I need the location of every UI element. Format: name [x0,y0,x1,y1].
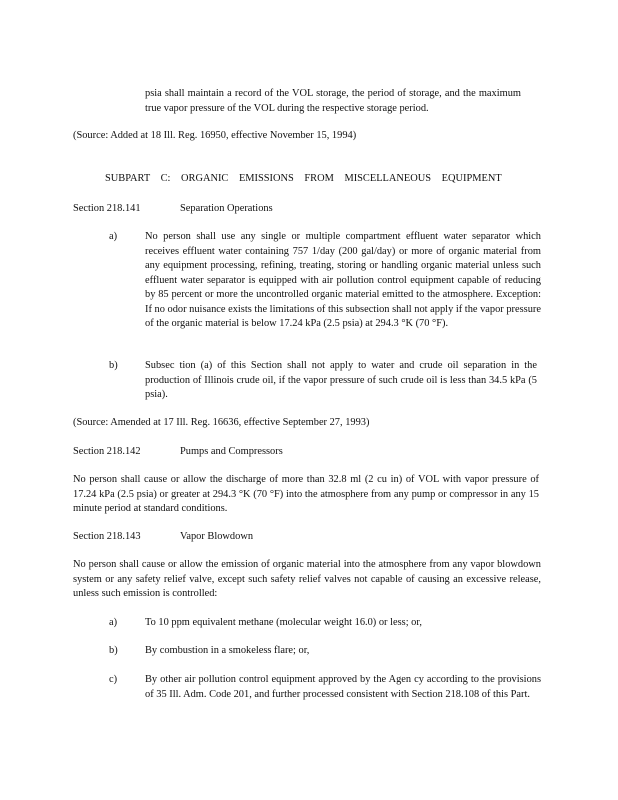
section-142-number: Section 218.142 [73,446,141,457]
source-note-2: (Source: Amended at 17 Ill. Reg. 16636, effective September 27, 1993) [73,417,370,428]
continuation-text: psia shall maintain a record of the VOL storage, the period of storage, and the maximum true vapor pressure of the VOL during the respective storage period. [145,88,521,114]
section-143-text: No person shall cause or allow the emission of organic material into the atmosphere from any vapor blowdown system or any safety relief valve, except such safety relief valves not capable of causing an excessive release, unless such emission is controlled: [73,559,541,599]
subsection-a-label: a) [109,231,118,242]
section-143-title: Vapor Blowdown [180,531,254,542]
item-c-label: c) [109,674,118,685]
subsection-a-text: No person shall use any single or multiple compartment effluent water separator which receives effluent water containing 757 1/day (200 gal/day) or more of organic material from any equipment processing, refining, treating, storing or handling organic material unless such effluent water separator is equipped with air pollution control equipment capable of reducing by 85 percent or more the uncontrolled organic material emitted to the atmosphere. Exception: If no odor nuisance exists the limitations of this subsection shall not apply if the vapor pressure of the organic material is below 17.24 kPa (2.5 psia) at 294.3 °K (70 °F). [145,231,541,329]
item-a-label: a) [109,617,118,628]
item-c-text: By other air pollution control equipment approved by the Agen cy according to the provisions of 35 Ill. Adm. Code 201, and further processed consistent with Section 218.108 of this Part. [145,674,541,700]
item-a-text: To 10 ppm equivalent methane (molecular weight 16.0) or less; or, [145,617,423,628]
subpart-heading: SUBPART C: ORGANIC EMISSIONS FROM MISCELLANEOUS EQUIPMENT [105,173,502,184]
section-141-title: Separation Operations [180,203,273,214]
item-b-text: By combustion in a smokeless flare; or, [145,645,310,656]
section-142-title: Pumps and Compressors [180,446,283,457]
section-141-number: Section 218.141 [73,203,141,214]
subsection-b-label: b) [109,360,118,371]
subsection-b-text: Subsec tion (a) of this Section shall not apply to water and crude oil separation in the production of Illinois crude oil, if the vapor pressure of such crude oil is less than 34.5 kPa (5 psia). [145,360,537,400]
source-note-1: (Source: Added at 18 Ill. Reg. 16950, effective November 15, 1994) [73,130,357,141]
section-143-number: Section 218.143 [73,531,141,542]
section-142-text: No person shall cause or allow the discharge of more than 32.8 ml (2 cu in) of VOL with vapor pressure of 17.24 kPa (2.5 psia) or greater at 294.3 °K (70 °F) into the atmosphere from any pump or compressor in any 15 minute period at standard conditions. [73,474,539,514]
item-b-label: b) [109,645,118,656]
